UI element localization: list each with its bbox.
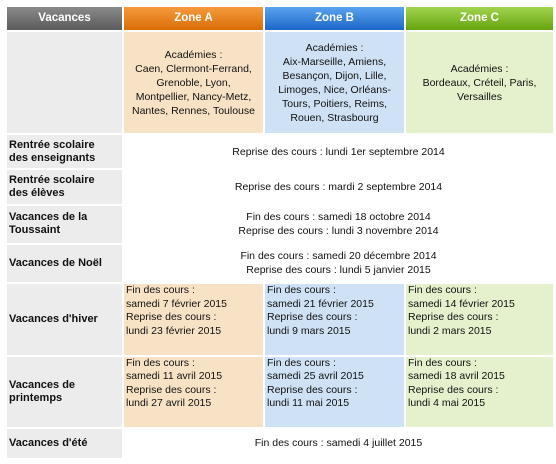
date-line: lundi 4 mai 2015 xyxy=(408,397,486,410)
header-zone-a: Zone A xyxy=(124,7,263,30)
date-line: Reprise des cours : xyxy=(408,311,499,324)
date-line: Reprise des cours : lundi 1er septembre 2014 xyxy=(232,145,445,158)
header-vacances: Vacances xyxy=(7,7,122,30)
zone-c-academies-line: Bordeaux, Créteil, Paris, xyxy=(422,76,537,89)
date-line: Fin des cours : xyxy=(267,356,336,369)
row-toussaint xyxy=(7,206,553,243)
date-line: Fin des cours : xyxy=(408,284,477,297)
row-label-line: des enseignants xyxy=(9,151,96,164)
date-line: Reprise des cours : xyxy=(126,311,217,324)
all-zones-cell xyxy=(124,135,553,168)
row-ete xyxy=(7,429,553,458)
all-zones-cell xyxy=(124,170,553,203)
date-line: samedi 18 avril 2015 xyxy=(408,370,505,383)
date-line: samedi 14 février 2015 xyxy=(408,297,515,310)
academies-row-label xyxy=(7,32,122,134)
academies-row xyxy=(7,32,553,134)
row-label xyxy=(7,357,122,427)
row-label-line: Vacances de xyxy=(9,378,76,391)
date-line: samedi 21 février 2015 xyxy=(267,297,374,310)
row-printemps xyxy=(7,357,553,427)
zone-c-dates xyxy=(406,284,553,354)
date-line: Reprise des cours : xyxy=(408,383,499,396)
all-zones-cell xyxy=(124,206,553,243)
header-zone-c: Zone C xyxy=(406,7,553,30)
date-line: Reprise des cours : xyxy=(126,383,217,396)
row-label-line: Vacances d'hiver xyxy=(9,312,98,325)
row-label-line: Toussaint xyxy=(9,224,61,237)
zone-c-academies xyxy=(406,32,553,134)
row-label-line: Rentrée scolaire xyxy=(9,138,95,151)
zone-a-academies-line: Nantes, Rennes, Toulouse xyxy=(132,104,255,117)
date-line: Fin des cours : xyxy=(126,284,195,297)
zone-b-academies xyxy=(265,32,404,134)
zone-a-academies xyxy=(124,32,263,134)
row-label xyxy=(7,245,122,282)
date-line: lundi 11 mai 2015 xyxy=(267,397,350,410)
row-label-line: printemps xyxy=(9,391,63,404)
row-label xyxy=(7,170,122,203)
zone-a-academies-line: Grenoble, Lyon, xyxy=(156,76,231,89)
zone-b-dates xyxy=(265,284,404,354)
date-line: Fin des cours : samedi 18 octobre 2014 xyxy=(246,211,431,224)
all-zones-cell xyxy=(124,429,553,458)
zone-b-academies-line: Besançon, Dijon, Lille, xyxy=(282,69,387,82)
all-zones-cell xyxy=(124,245,553,282)
date-line: lundi 9 mars 2015 xyxy=(267,324,351,337)
date-line: Reprise des cours : mardi 2 septembre 2014 xyxy=(234,180,443,193)
zone-a-dates xyxy=(124,357,263,427)
date-line: Fin des cours : xyxy=(126,356,195,369)
zone-a-academies-line: Montpellier, Nancy-Metz, xyxy=(135,90,252,103)
row-label-line: Vacances d'été xyxy=(9,436,88,449)
date-line: Reprise des cours : lundi 5 janvier 2015 xyxy=(246,264,431,277)
date-line: Reprise des cours : xyxy=(267,383,358,396)
zone-c-academies-line: Académies : xyxy=(450,62,509,75)
row-label-line: Vacances de la xyxy=(9,211,88,224)
zone-a-dates xyxy=(124,284,263,354)
row-label-line: des élèves xyxy=(9,186,65,199)
date-line: lundi 23 février 2015 xyxy=(126,324,222,337)
row-label xyxy=(7,206,122,243)
zone-a-academies-line: Académies : xyxy=(164,48,223,61)
row-label xyxy=(7,135,122,168)
date-line: lundi 27 avril 2015 xyxy=(126,397,212,410)
date-line: Fin des cours : xyxy=(408,356,477,369)
row-label-line: Vacances de Noël xyxy=(9,256,102,269)
row-hiver xyxy=(7,284,553,354)
row-label xyxy=(7,284,122,354)
zone-b-dates xyxy=(265,357,404,427)
school-holidays-table xyxy=(5,5,555,460)
date-line: Reprise des cours : xyxy=(267,311,358,324)
date-line: samedi 7 février 2015 xyxy=(126,297,227,310)
date-line: Fin des cours : samedi 4 juillet 2015 xyxy=(254,437,423,450)
zone-b-academies-line: Rouen, Strasbourg xyxy=(290,111,379,124)
row-label xyxy=(7,429,122,458)
date-line: Fin des cours : samedi 20 décembre 2014 xyxy=(240,250,437,263)
zone-c-dates xyxy=(406,357,553,427)
zone-a-academies-line: Caen, Clermont-Ferrand, xyxy=(135,62,252,75)
zone-b-academies-line: Limoges, Nice, Orléans- xyxy=(278,83,391,96)
date-line: samedi 25 avril 2015 xyxy=(267,370,364,383)
zone-c-academies-line: Versailles xyxy=(457,90,502,103)
zone-b-academies-line: Aix-Marseille, Amiens, xyxy=(282,55,387,68)
zone-b-academies-line: Tours, Poitiers, Reims, xyxy=(281,97,388,110)
zone-b-academies-line: Académies : xyxy=(305,41,364,54)
date-line: Reprise des cours : lundi 3 novembre 2014 xyxy=(238,225,439,238)
row-rentree-eleves xyxy=(7,170,553,203)
header-zone-b: Zone B xyxy=(265,7,404,30)
row-noel xyxy=(7,245,553,282)
row-rentree-enseignants xyxy=(7,135,553,168)
date-line: Fin des cours : xyxy=(267,284,336,297)
date-line: samedi 11 avril 2015 xyxy=(126,370,223,383)
row-label-line: Rentrée scolaire xyxy=(9,173,95,186)
header-row xyxy=(7,7,553,30)
date-line: lundi 2 mars 2015 xyxy=(408,324,492,337)
